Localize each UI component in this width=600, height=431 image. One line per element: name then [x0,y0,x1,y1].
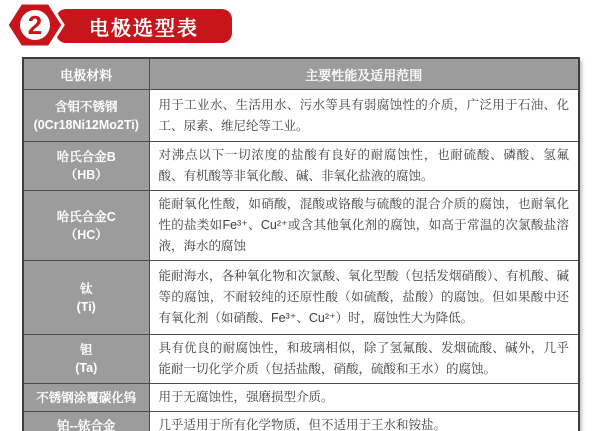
material-name: 哈氏合金B [56,150,116,164]
table-row [23,142,579,191]
material-name: 哈氏合金C [56,209,116,224]
table-header-row [23,58,579,90]
title-ribbon [56,9,232,43]
table-row [23,335,579,384]
material-cell [23,191,149,261]
description-cell: 用于无腐蚀性，强磨损型介质。 [149,384,579,412]
material-name: 钛 [79,281,93,296]
hexagon-badge-icon [5,0,65,50]
material-cell [23,412,149,431]
description-cell: 对沸点以下一切浓度的盐酸有良好的耐腐蚀性，也耐硫酸、磷酸、氢氟酸、有机酸等非氧化酸、碱、非氧化盐液的腐蚀。 [149,142,579,191]
badge-number: 2 [27,10,43,40]
table-row [23,261,579,335]
material-grade: (0Cr18Ni12Mo2Ti) [33,117,139,132]
table-row [23,90,579,142]
material-name: 钽 [79,343,93,357]
description-cell: 能耐海水，各种氧化物和次氯酸、氧化型酸（包括发烟硝酸）、有机酸、碱等的腐蚀，不耐较纯的还原性酸（如硫酸，盐酸）的腐蚀。但如果酸中还有氧化剂（如硝酸、Fe³⁺、Cu²⁺）时，腐蚀性大为降低。 [149,261,579,335]
material-cell [23,335,149,384]
column-header-performance: 主要性能及适用范围 [149,58,579,90]
table-row [23,191,579,261]
material-name: 铂--铱合金 [57,418,116,431]
material-grade: （HC） [64,227,108,242]
table-row [23,412,579,431]
material-grade: (Ti) [76,299,96,314]
description-cell: 用于工业水、生活用水、污水等具有弱腐蚀性的介质，广泛用于石油、化工、尿素、维尼纶等工业。 [149,90,579,142]
description-cell: 几乎适用于所有化学物质，但不适用于王水和铵盐。 [149,412,579,431]
electrode-selection-table [22,57,580,431]
page-title: 电极选型表 [89,17,199,40]
column-header-material: 电极材料 [23,58,149,90]
material-cell [23,142,149,191]
material-cell [23,261,149,335]
material-grade: (Ta) [75,361,98,375]
description-cell: 具有优良的耐腐蚀性，和玻璃相似，除了氢氟酸、发烟硫酸、碱外，几乎能耐一切化学介质（包括盐酸，硝酸，硫酸和王水）的腐蚀。 [149,335,579,384]
material-cell [23,90,149,142]
table-row [23,384,579,412]
section-number-badge [5,0,65,50]
material-cell [23,384,149,412]
description-cell: 能耐氧化性酸，如硝酸，混酸或铬酸与硫酸的混合介质的腐蚀，也耐氧化性的盐类如Fe³⁺、Cu²⁺或含其他氧化剂的腐蚀，如高于常温的次氯酸盐溶液，海水的腐蚀 [149,191,579,261]
material-grade: （HB） [64,168,108,182]
material-name: 不锈钢涂覆碳化钨 [36,390,137,405]
material-name: 含钼不锈钢 [54,99,118,114]
